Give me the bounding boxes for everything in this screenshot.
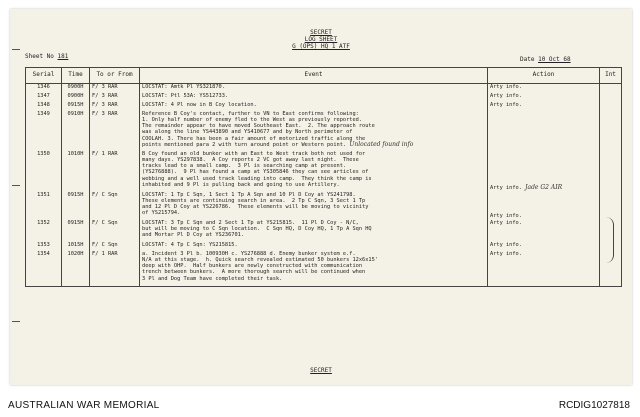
row-serial: 1353 — [26, 242, 62, 251]
col-int: Int — [600, 68, 622, 84]
row-time: 1020H — [62, 251, 90, 287]
archive-footer — [0, 395, 640, 417]
row-action: Arty info. — [488, 84, 600, 93]
row-action: Arty info. — [488, 220, 600, 242]
row-to-from: F/ 3 RAR — [90, 84, 140, 93]
date-label-text: Date — [520, 56, 535, 63]
action-text: Arty info. — [490, 213, 522, 220]
margin-tick — [12, 185, 20, 186]
row-to-from: F/ C Sqn — [90, 192, 140, 220]
row-event: B Coy found an old bunker with an East to West track both not used for many days. YS297838. A Coy reports 2 VC got away last night. These tracks lead to a small camp. 3 Pl is searching camp at present. (YS276888). 9 Pl has found a camp at YS305846 they can see articles of webbing and a well used track leading into camp. They think the camp is inhabited and 9 Pl is pulling back and going to use Artillery. — [140, 151, 488, 192]
row-action: Arty info. — [488, 251, 600, 287]
row-int — [600, 102, 622, 111]
row-time: 1015H — [62, 242, 90, 251]
col-serial: Serial — [26, 68, 62, 84]
sheet-number-value: 181 — [57, 53, 69, 60]
sheet-label-text: Sheet No — [25, 53, 54, 60]
row-action — [488, 151, 600, 192]
row-to-from: F/ 3 RAR — [90, 102, 140, 111]
row-event: LOCSTAT: 3 Tp C Sqn and 2 Sect 1 Tp at YS215815. 11 Pl D Coy - N/C, but will be moving to C Sqn location. C Sqn HQ, D Coy HQ, 1 Tp A Sqn HQ and Mortar Pl D Coy at YS236701. — [140, 220, 488, 242]
date-value: 10 Oct 68 — [538, 56, 571, 63]
col-time: Time — [62, 68, 90, 84]
row-event — [140, 111, 488, 151]
table-row — [26, 242, 622, 251]
row-time: 0910H — [62, 111, 90, 151]
row-serial: 1352 — [26, 220, 62, 242]
margin-tick — [12, 321, 20, 322]
table-row — [26, 102, 622, 111]
event-text: Reference B Coy's contact, further to VN to East confirms following: 1. Only half number of enemy fled to the West as previously reported. The remainder appear to have moved Southeast East. 2. The approach route was along the line YS443890 and YS410677 and by North perimeter of COOLAH. 3. There has been a fair amount of motorized traffic along the points mentioned para 2 with turn around point or Western point. — [142, 110, 375, 148]
row-action: Arty info. — [488, 242, 600, 251]
handwritten-note: Jade G2 AIR — [525, 184, 563, 192]
col-event: Event — [140, 68, 488, 84]
row-int — [600, 151, 622, 192]
action-text: Arty info. — [490, 185, 522, 192]
row-action — [488, 192, 600, 220]
sheet-number-label — [25, 53, 68, 60]
row-event: LOCSTAT: Amtk Pl YS321870. — [140, 84, 488, 93]
row-serial: 1348 — [26, 102, 62, 111]
row-action: Arty info. — [488, 93, 600, 102]
row-serial: 1347 — [26, 93, 62, 102]
row-to-from: F/ C Sqn — [90, 242, 140, 251]
record-id: RCDIG1027818 — [558, 400, 630, 411]
row-event: LOCSTAT: 4 Pl now in B Coy location. — [140, 102, 488, 111]
row-to-from: F/ 1 RAR — [90, 151, 140, 192]
row-to-from: F/ 3 RAR — [90, 93, 140, 102]
row-action — [488, 111, 600, 151]
table-row — [26, 192, 622, 220]
row-event: LOCSTAT: 4 Tp C Sqn: YS215815. — [140, 242, 488, 251]
date-label — [520, 56, 571, 63]
row-to-from: F/ 1 RAR — [90, 251, 140, 287]
row-event: LOCSTAT: Ptl 53A: YS512733. — [140, 93, 488, 102]
row-time: 1010H — [62, 151, 90, 192]
row-event: LOCSTAT: 1 Tp C Sqn, 1 Sect 1 Tp A Sqn and 10 Pl D Coy at YS241798. These elements are continuing search in area. 2 Tp C Sqn, 3 Sect 1 Tp and 12 Pl D Coy at YS226786. These elements will be moving to vicinity of YS215794. — [140, 192, 488, 220]
table-row — [26, 93, 622, 102]
archive-name: AUSTRALIAN WAR MEMORIAL — [8, 400, 160, 411]
row-action: Arty info. — [488, 102, 600, 111]
table-header-row — [26, 68, 622, 84]
row-int — [600, 84, 622, 93]
row-serial: 1354 — [26, 251, 62, 287]
doc-title: LOG SHEET — [304, 36, 338, 43]
table-row — [26, 111, 622, 151]
table-row — [26, 151, 622, 192]
row-time: 0900H — [62, 84, 90, 93]
unit-label: G (OPS) HQ 1 ATF — [292, 43, 350, 50]
log-table — [25, 67, 622, 287]
handwritten-bracket — [603, 217, 614, 263]
secret-bottom-label: SECRET — [310, 367, 332, 374]
row-int — [600, 111, 622, 151]
table-row — [26, 251, 622, 287]
row-time: 0915H — [62, 102, 90, 111]
row-time: 0900H — [62, 93, 90, 102]
table-row — [26, 84, 622, 93]
row-to-from: F/ C Sqn — [90, 220, 140, 242]
log-sheet-page — [10, 9, 632, 385]
row-time: 0915H — [62, 220, 90, 242]
secret-top-label: SECRET — [310, 29, 332, 36]
row-int — [600, 192, 622, 220]
handwritten-note: Unlocated found info — [349, 140, 414, 148]
row-time: 0915H — [62, 192, 90, 220]
row-serial: 1350 — [26, 151, 62, 192]
row-serial: 1349 — [26, 111, 62, 151]
row-serial: 1351 — [26, 192, 62, 220]
row-serial: 1346 — [26, 84, 62, 93]
row-event: a. Incident 3 Pl b. 100930H c. YS276888 d. Enemy bunker system e.f. N/A at this stage. h. Quick search revealed estimated 50 bunkers 12x6x15' deep with OHP. Half bunkers are newly constructed with communication trench between bunkers. A more thorough search will be continued when 3 Pl and Dog Team have completed their task. — [140, 251, 488, 287]
row-to-from: F/ 3 RAR — [90, 111, 140, 151]
col-action: Action — [488, 68, 600, 84]
col-to-from: To or From — [90, 68, 140, 84]
table-row — [26, 220, 622, 242]
row-int — [600, 93, 622, 102]
